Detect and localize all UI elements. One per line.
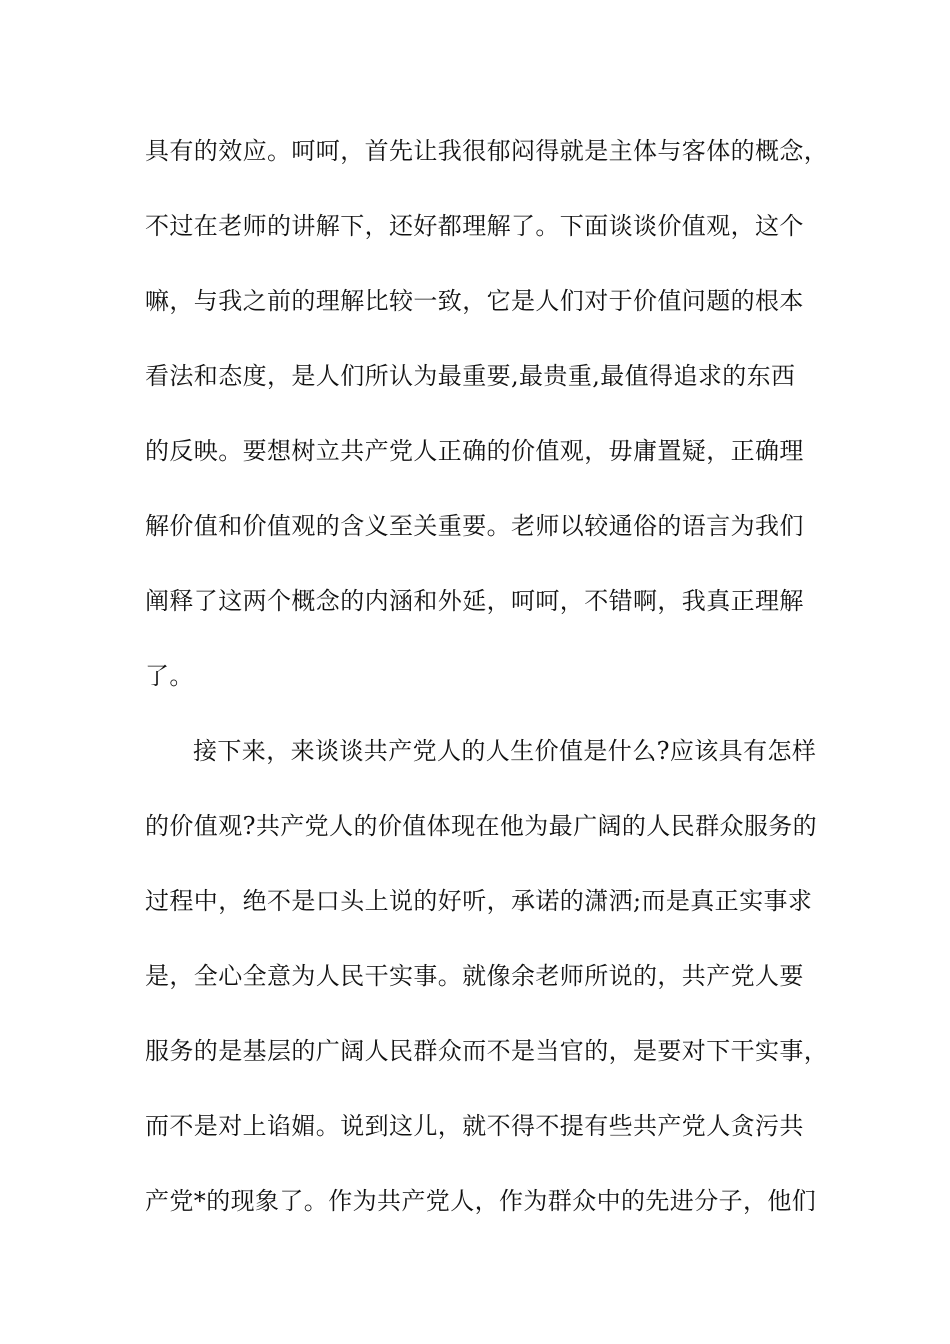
paragraph-1-line-5: 的反映。要想树立共产党人正确的价值观，毋庸置疑，正确理	[145, 437, 804, 465]
paragraph-2-line-5: 服务的是基层的广阔人民群众而不是当官的，是要对下干实事，	[145, 1037, 829, 1065]
paragraph-1-line-1: 具有的效应。呵呵，首先让我很郁闷得就是主体与客体的概念，	[145, 137, 829, 165]
paragraph-1-line-2: 不过在老师的讲解下，还好都理解了。下面谈谈价值观，这个	[145, 212, 804, 240]
paragraph-1-line-3: 嘛，与我之前的理解比较一致，它是人们对于价值问题的根本	[145, 287, 804, 315]
paragraph-2-line-4: 是，全心全意为人民干实事。就像余老师所说的，共产党人要	[145, 962, 804, 990]
paragraph-2-line-1: 接下来，来谈谈共产党人的人生价值是什么?应该具有怎样	[193, 737, 817, 765]
paragraph-1-line-6: 解价值和价值观的含义至关重要。老师以较通俗的语言为我们	[145, 512, 804, 540]
paragraph-2-line-6: 而不是对上谄媚。说到这儿，就不得不提有些共产党人贪污共	[145, 1112, 804, 1140]
paragraph-1-line-4: 看法和态度，是人们所认为最重要,最贵重,最值得追求的东西	[145, 362, 796, 390]
paragraph-1-line-7: 阐释了这两个概念的内涵和外延，呵呵，不错啊，我真正理解	[145, 587, 804, 615]
paragraph-2-line-3: 过程中，绝不是口头上说的好听，承诺的潇洒;而是真正实事求	[145, 887, 813, 915]
paragraph-1-line-8: 了。	[145, 662, 194, 690]
paragraph-2-line-2: 的价值观?共产党人的价值体现在他为最广阔的人民群众服务的	[145, 812, 818, 840]
paragraph-2-line-7: 产党*的现象了。作为共产党人，作为群众中的先进分子，他们	[145, 1187, 817, 1215]
